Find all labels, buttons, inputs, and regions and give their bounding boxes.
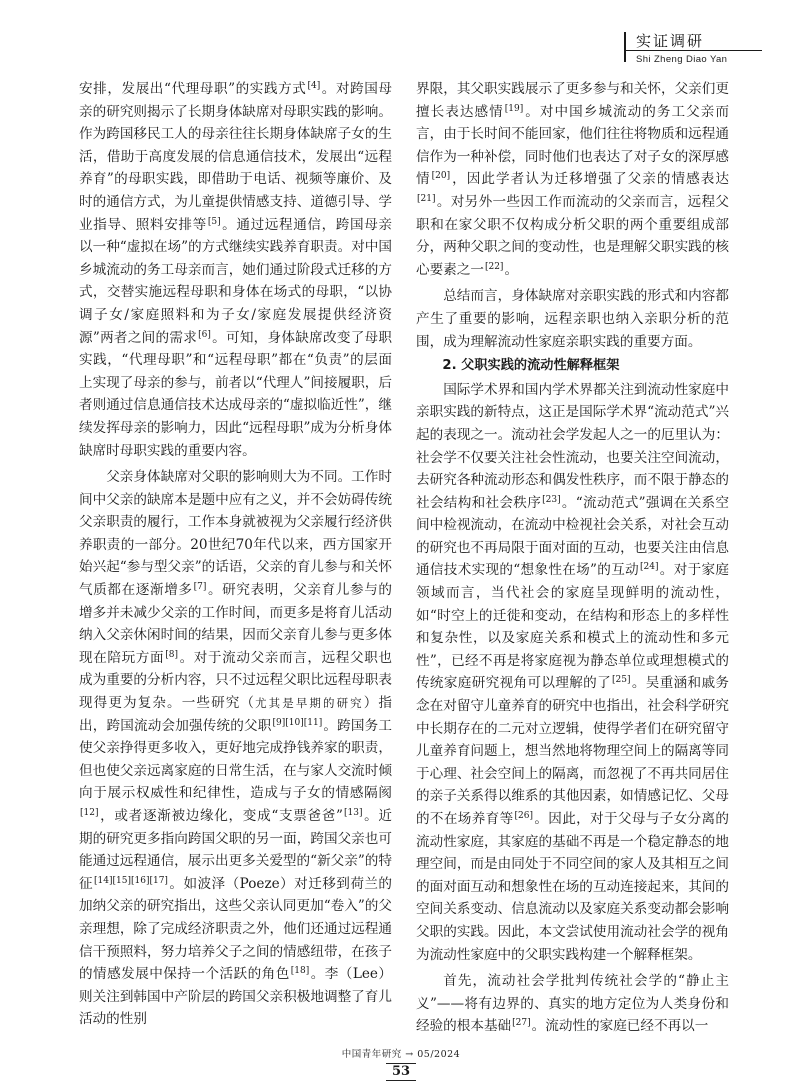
left-paragraph-2: [79, 466, 392, 1031]
right-paragraph-4: [416, 970, 729, 1038]
left-column: [79, 78, 392, 1031]
text-span: ）指出，跨国流动会加强传统的父职: [79, 695, 393, 734]
citation-27: [27]: [512, 1018, 531, 1029]
text-span: 安排，发展出“代理母职”的实践方式: [79, 81, 307, 97]
text-span: 首先，流动社会学批判传统社会学的“静止主义”——将有边界的、真实的地方定位为人类身份和经验的根本基础: [416, 973, 729, 1035]
right-paragraph-1: [416, 78, 729, 281]
parenthetical-note: 尤其是早期的研究: [255, 696, 364, 711]
running-head-vertical-rule: [624, 32, 626, 62]
text-span: 。流动性的家庭已经不再以一: [531, 1018, 709, 1035]
text-span: ，因此学者认为迁移增强了父亲的情感表达: [451, 171, 730, 188]
citation-7: [7]: [193, 582, 207, 593]
journal-name: 中国青年研究 → 05/2024: [341, 1049, 461, 1060]
left-paragraph-1: [79, 78, 392, 462]
citation-6: [6]: [198, 329, 211, 340]
citation-24: [24]: [640, 562, 659, 573]
right-column: [416, 78, 729, 1038]
text-span: 。跨国务工使父亲挣得更多收入，更好地完成挣钱养家的职责，但也使父亲远离家庭的日常生活，在与家人交流时倾向于展示权威性和纪律性，造成与子女的情感隔阂: [79, 717, 393, 802]
citation-25: [25]: [612, 675, 631, 686]
text-span: 。吴重涵和戚务念在对留守儿童养育的研究中也指出，社会科学研究中长期存在的二元对立逻辑，使得学者们在研究留守儿童养育问题上，想当然地将物理空间上的隔离等同于心理、社会空间上的隔离，而忽视了不再共同居住的亲子关系得以维系的其他因素，如情感记忆、父母的不在场养育等: [416, 675, 730, 827]
running-head-pinyin: Shi Zheng Diao Yan: [636, 54, 728, 65]
page-footer: [0, 1046, 802, 1081]
right-paragraph-3: [416, 379, 729, 966]
citation-9-11: [9][10][11]: [272, 717, 323, 728]
citation-18: [18]: [290, 966, 310, 977]
citation-14-17: [14][15][16][17]: [94, 875, 168, 886]
citation-20: [20]: [431, 171, 451, 182]
text-span: 。对另外一些因工作而流动的父亲而言，远程父职和在家父职不仅构成分析父职的两个重要组成部分，两种父职之间的变动性，也是理解父职实践的核心要素之一: [416, 193, 729, 278]
citation-5: [5]: [207, 216, 221, 227]
citation-23: [23]: [542, 494, 561, 505]
text-span: 。李（Lee）则关注到韩国中产阶层的跨国父亲积极地调整了育儿活动的性别: [79, 966, 393, 1028]
text-span: 界限，其父职实践展示了更多参与和关怀，父亲们更擅长表达感情: [416, 81, 729, 120]
running-head-section-title: 实证调研: [636, 32, 705, 50]
text-span: 。研究表明，父亲育儿参与的增多并未减少父亲的工作时间，而更多是将育儿活动纳入父亲休闲时间的结果，因而父亲育儿参与更多体现在陪玩方面: [79, 582, 393, 666]
right-paragraph-2: 总结而言，身体缺席对亲职实践的形式和内容都产生了重要的影响，远程亲职也纳入亲职分析的范围，成为理解流动性家庭亲职实践的重要方面。: [416, 288, 729, 350]
text-span: ，或者逐渐被边缘化，变成“支票爸爸”: [99, 808, 343, 824]
text-span: 。: [504, 261, 519, 278]
text-span: 。如波泽（Poeze）对迁移到荷兰的加纳父亲的研究指出，这些父亲认同更加“卷入”的父亲理想，除了完成经济职责之外，他们还通过远程通信干预照料，努力培养父子之间的情感纽带，在孩子的情感发展中保持一个活跃的角色: [79, 875, 393, 983]
text-span: 父亲身体缺席对父职的影响则大为不同。工作时间中父亲的缺席本是题中应有之义，并不会妨碍传统父亲职责的履行，工作本身就被视为父亲履行经济供养职责的一部分。20世纪70年代以来，西方国家开始兴起“参与型父亲”的话语，父亲的育儿参与和关怀气质都在逐渐增多: [79, 469, 392, 599]
citation-19: [19]: [504, 103, 524, 114]
page-number: 53: [386, 1063, 416, 1081]
citation-8: [8]: [165, 649, 178, 660]
citation-22: [22]: [484, 261, 504, 272]
text-span: 。近期的研究更多指向跨国父职的另一面，跨国父亲也可能通过远程通信，展示出更多关爱型的“新父亲”的特征: [79, 808, 392, 892]
text-span: 。对于流动父亲而言，远程父职也成为重要的分析内容，只不过远程父职比远程母职表现得更为复杂。一些研究（: [79, 649, 393, 712]
text-span: 。可知，身体缺席改变了母职实践，“代理母职”和“远程母职”都在“负责”的层面上实现了母亲的参与，前者以“代理人”间接履职，后者则通过信息通信技术达成母亲的“虚拟临近性”，继续发挥母亲的影响力，因此“远程母职”成为分析身体缺席时母职实践的重要内容。: [79, 329, 393, 459]
running-head-horizontal-rule: [624, 50, 762, 51]
text-span: 。因此，对于父母与子女分离的流动性家庭，其家庭的基础不再是一个稳定静态的地理空间，而是由同处于不同空间的家人及其相互之间的面对面互动和想象性在场的互动连接起来，其间的空间关系变动、信息流动以及家庭关系变动都会影响父职的实践。因此，本文尝试使用流动社会学的视角为流动性家庭中的父职实践构建一个解释框架。: [416, 811, 730, 963]
text-span: 。对中国乡城流动的务工父亲而言，由于长时间不能回家，他们往往将物质和远程通信作为一种补偿，同时他们也表达了对子女的深厚感情: [416, 103, 730, 188]
citation-12: [12]: [80, 808, 99, 818]
citation-21: [21]: [417, 193, 436, 204]
citation-26: [26]: [514, 811, 533, 821]
citation-13: [13]: [343, 808, 363, 818]
citation-4: [4]: [307, 81, 321, 91]
section-heading: 2. 父职实践的流动性解释框架: [442, 358, 620, 374]
text-span: 。对跨国母亲的研究则揭示了长期身体缺席对母职实践的影响。作为跨国移民工人的母亲往往长期身体缺席子女的生活，借助于高度发展的信息通信技术，发展出“远程养育”的母职实践，即借助于电话、视频等廉价、及时的通信方式，为儿童提供情感支持、道德引导、学业指导、照料安排等: [79, 81, 393, 233]
text-span: 。对于家庭领域而言，当代社会的家庭呈现鲜明的流动性，如“时空上的迁徙和变动，在结构和形态上的多样性和复杂性，以及家庭关系和模式上的流动性和多元性”，已经不再是将家庭视为静态单位或理想模式的传统家庭研究视角可以理解的了: [416, 562, 729, 692]
text-span: 。“流动范式”强调在关系空间中检视流动，在流动中检视社会关系，对社会互动的研究也不再局限于面对面的互动，也要关注由信息通信技术实现的“想象性在场”的互动: [416, 494, 730, 579]
text-span: 。通过远程通信，跨国母亲以一种“虚拟在场”的方式继续实践养育职责。对中国乡城流动的务工母亲而言，她们通过阶段式迁移的方式，交替实施远程母职和身体在场式的母职，“以协调子女/家庭照料和为子女/家庭发展提供经济资源”两者之间的需求: [79, 216, 393, 346]
running-head: [624, 28, 762, 68]
text-span: 国际学术界和国内学术界都关注到流动性家庭中亲职实践的新特点，这正是国际学术界“流动范式”兴起的表现之一。流动社会学发起人之一的厄里认为：社会学不仅要关注社会性流动，也要关注空间流动，去研究各种流动形态和偶发性秩序，而不限于静态的社会结构和社会秩序: [416, 381, 729, 511]
